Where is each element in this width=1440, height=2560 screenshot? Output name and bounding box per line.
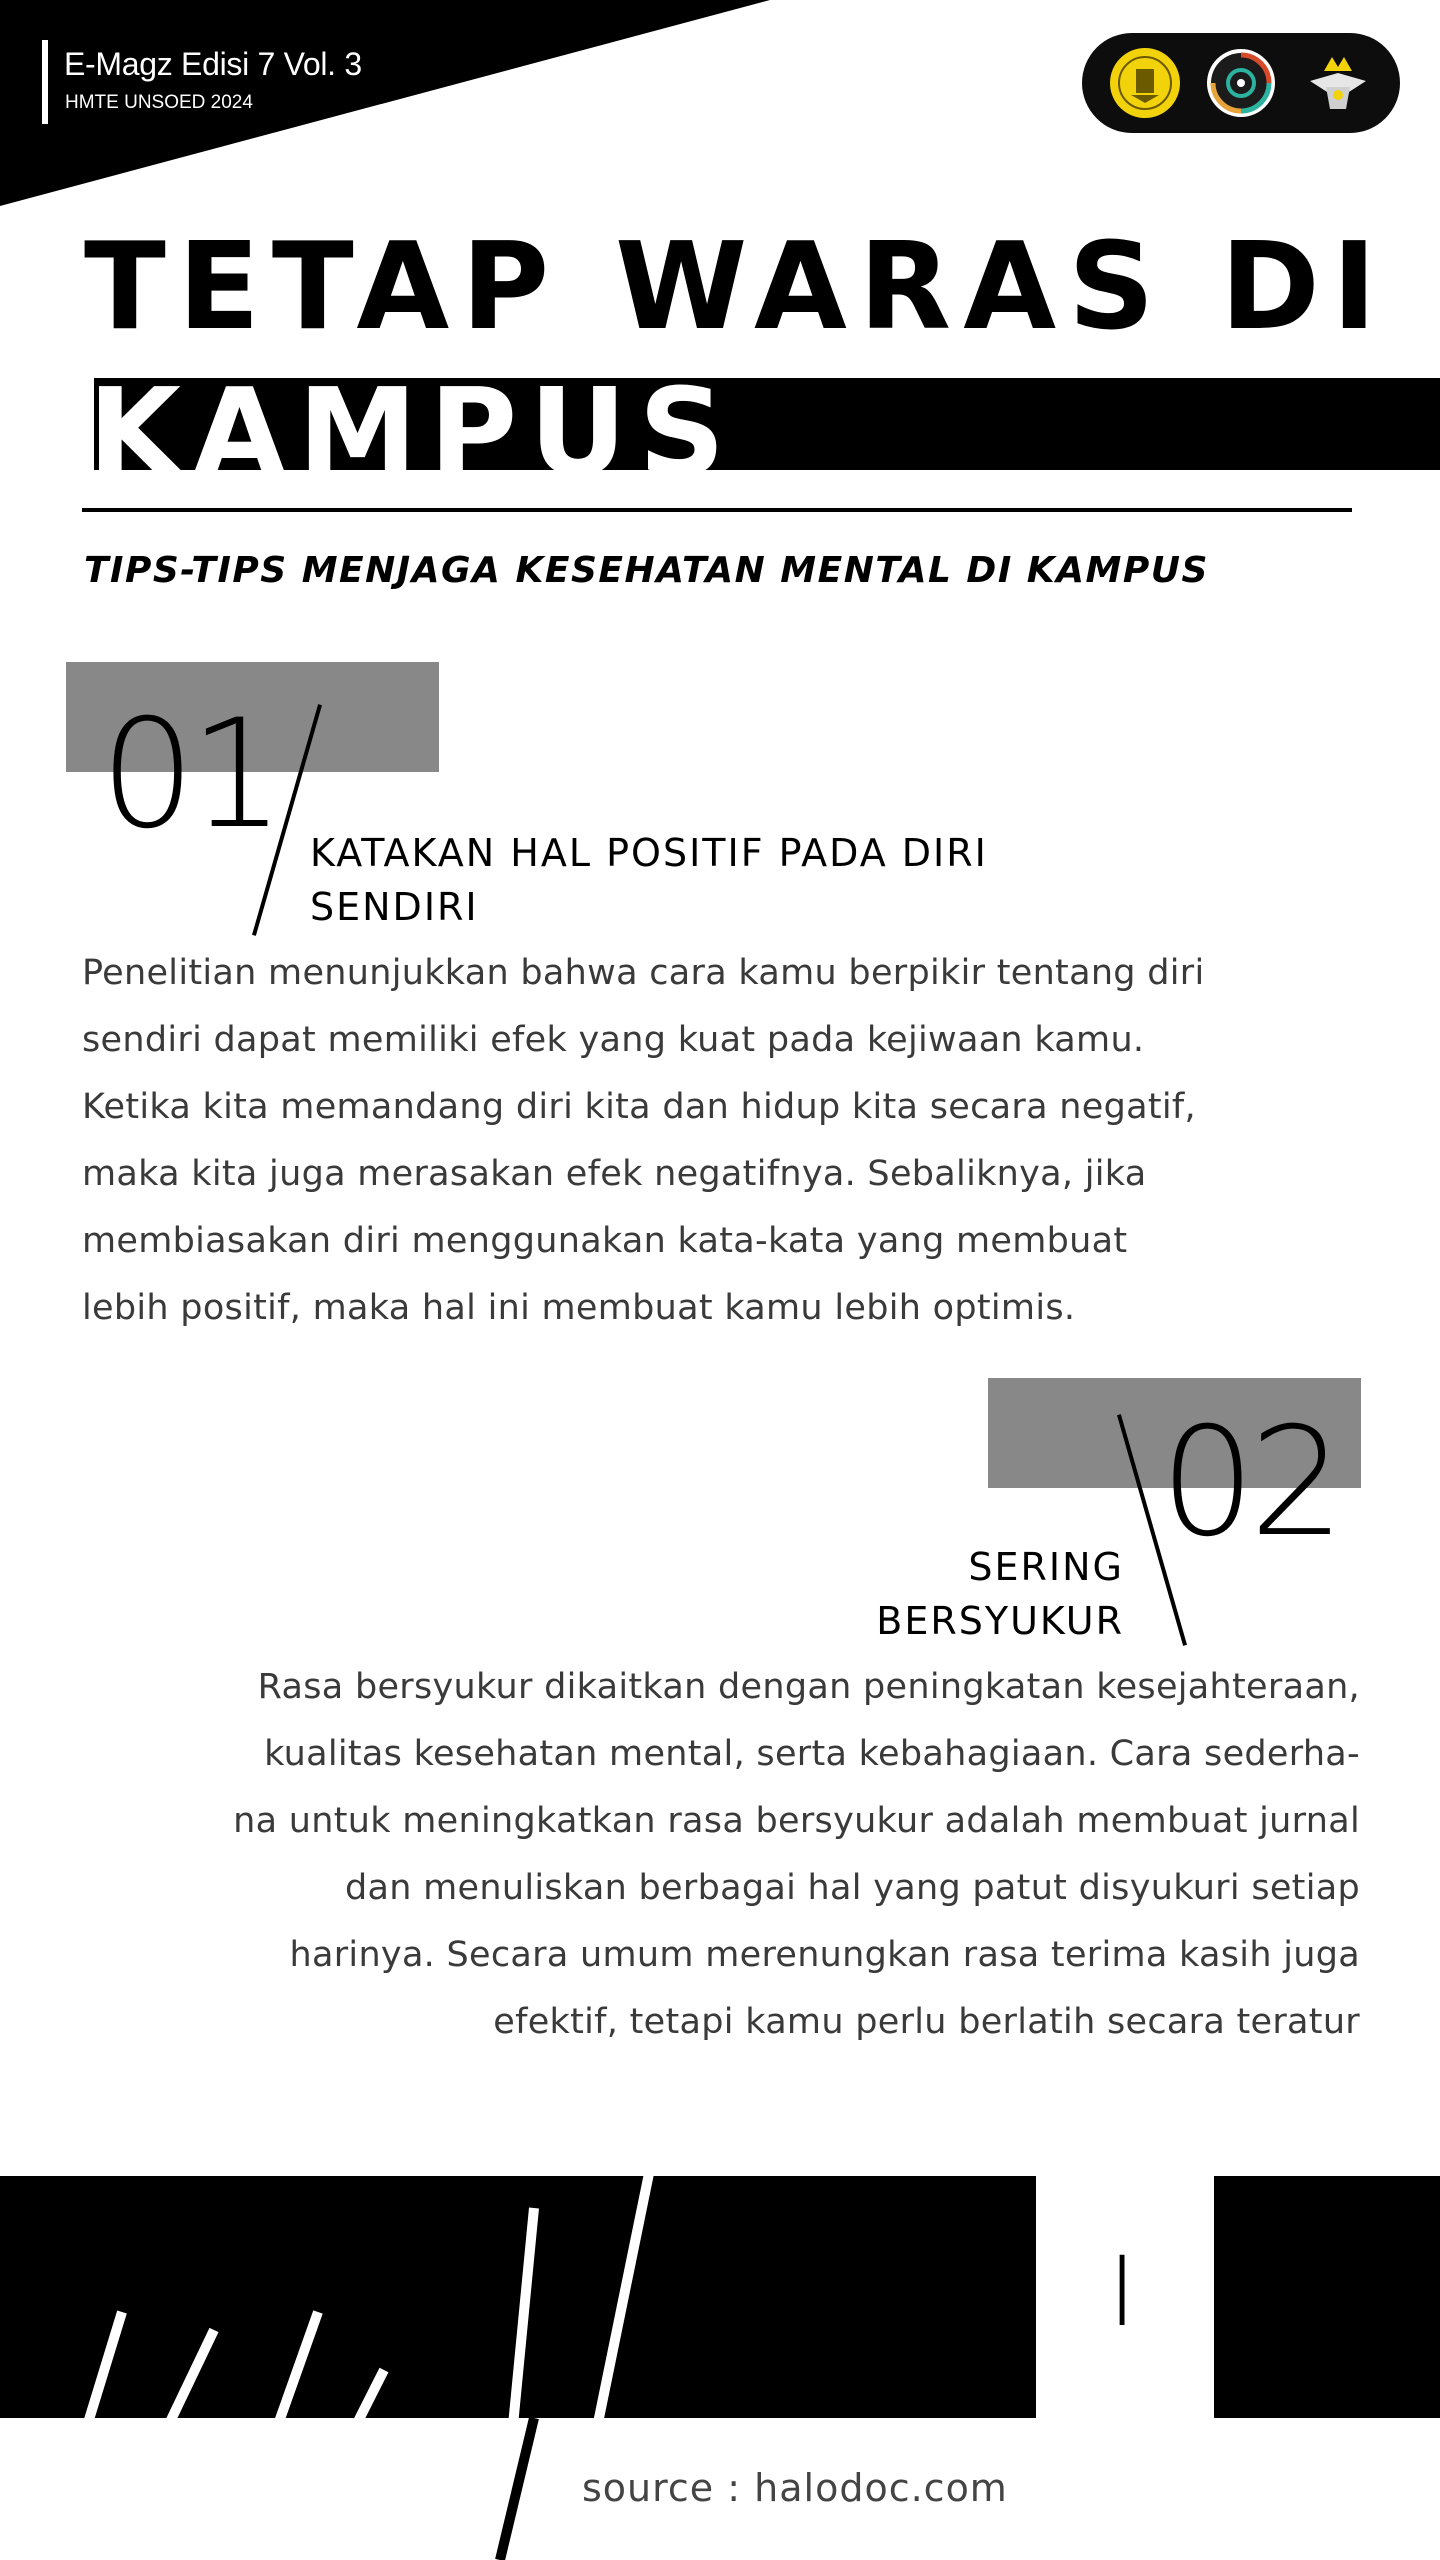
section-1-body-line: lebih positif, maka hal ini membuat kamu lebih optimis. (82, 1288, 1076, 1328)
section-1-number: 01 (100, 688, 279, 862)
title-divider (82, 508, 1352, 512)
section-1-body-line: sendiri dapat memiliki efek yang kuat pada kejiwaan kamu. (82, 1020, 1145, 1060)
section-2-body-line: dan menuliskan berbagai hal yang patut disyukuri setiap (344, 1868, 1360, 1908)
section-1-body-line: Penelitian menunjukkan bahwa cara kamu berpikir tentang diri (82, 953, 1205, 993)
section-2-heading-line: SERING (968, 1545, 1124, 1589)
page-subtitle: TIPS-TIPS MENJAGA KESEHATAN MENTAL DI KAMPUS (84, 550, 1209, 591)
section-2-heading-line: BERSYUKUR (876, 1599, 1124, 1643)
section-1-body-line: Ketika kita memandang diri kita dan hidup kita secara negatif, (82, 1087, 1196, 1127)
section-2-body-line: efektif, tetapi kamu perlu berlatih secara teratur (493, 2002, 1360, 2042)
section-2-body-line: kualitas kesehatan mental, serta kebahagiaan. Cara sederha- (264, 1734, 1360, 1774)
section-2-number: 02 (1160, 1396, 1339, 1570)
issue-subtitle: HMTE UNSOED 2024 (65, 92, 253, 113)
section-2-heading (424, 1540, 1124, 1648)
page-number: I (1108, 2236, 1137, 2348)
issue-title: E-Magz Edisi 7 Vol. 3 (64, 46, 362, 82)
section-2-body-line: Rasa bersyukur dikaitkan dengan peningkatan kesejahteraan, (257, 1667, 1360, 1707)
issue-accent-bar (42, 40, 48, 124)
unsoed-logo (1109, 47, 1181, 119)
section-1-heading-line: KATAKAN HAL POSITIF PADA DIRI (310, 831, 988, 875)
section-1-body-line: membiasakan diri menggunakan kata-kata yang membuat (82, 1221, 1128, 1261)
logo-badge (1082, 33, 1400, 133)
section-1-heading-line: SENDIRI (310, 885, 479, 929)
section-1-body-line: maka kita juga merasakan efek negatifnya. Sebaliknya, jika (82, 1154, 1147, 1194)
section-2-body-line: harinya. Secara umum merenungkan rasa terima kasih juga (289, 1935, 1360, 1975)
crown-shield-logo (1302, 47, 1374, 119)
page-title-line1: TETAP WARAS DI (84, 218, 1389, 357)
section-2-body-line: na untuk meningkatkan rasa bersyukur adalah membuat jurnal (233, 1801, 1360, 1841)
page-title-line2: KAMPUS (88, 364, 738, 503)
section-1-body (82, 940, 1382, 1342)
section-2-body (60, 1654, 1360, 2056)
hmte-logo (1205, 47, 1277, 119)
section-1-heading (310, 826, 1210, 934)
source-credit: source : halodoc.com (582, 2466, 1008, 2510)
